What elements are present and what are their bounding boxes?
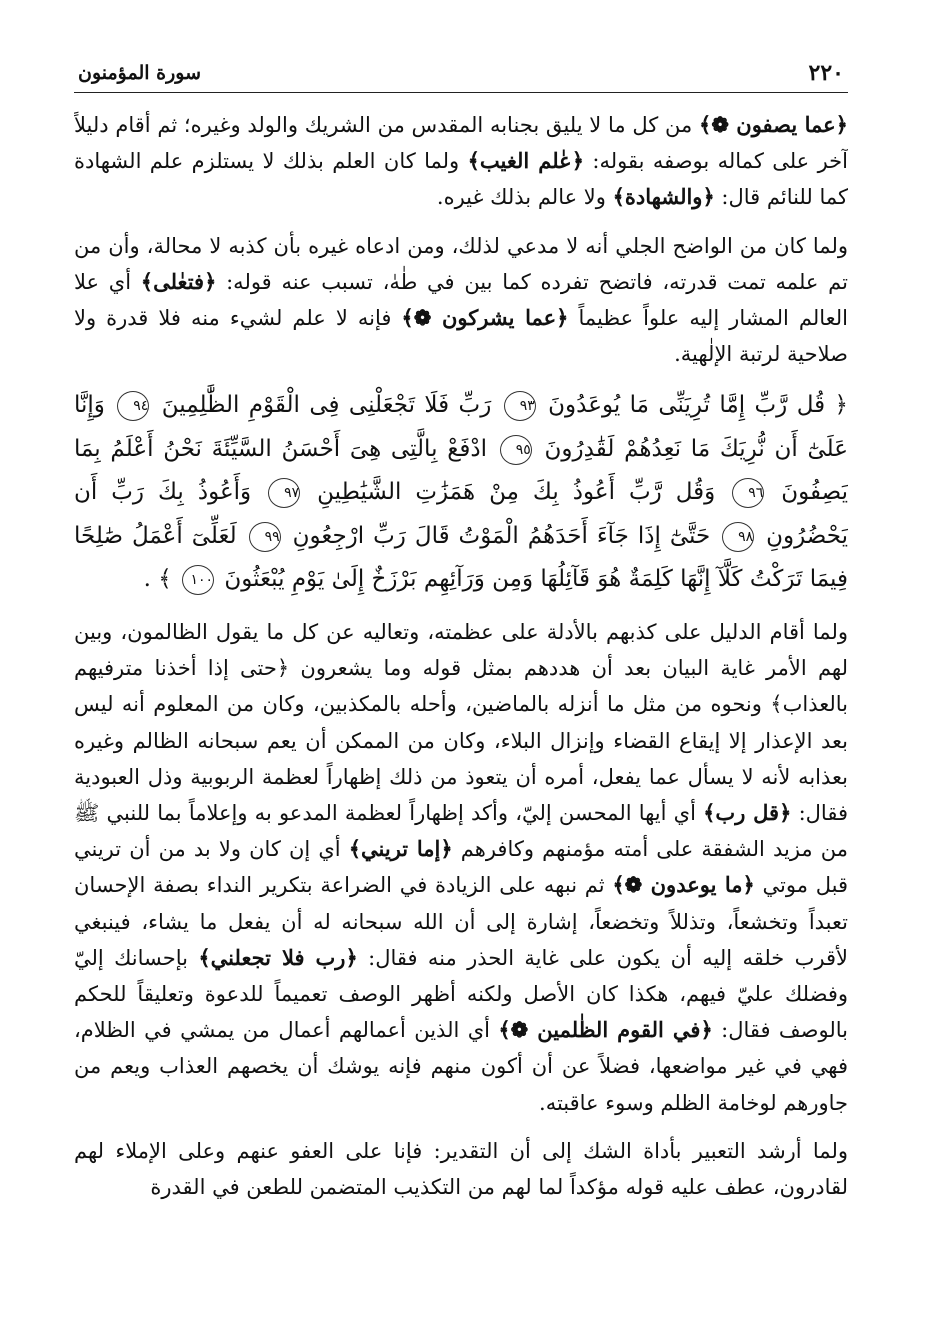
verse-text: وَأَعُوذُ بِكَ رَبِّ أَن يَحْضُرُونِ — [74, 479, 848, 549]
quran-verses-block — [74, 384, 848, 602]
verses-closing-bracket: ﴾ . — [143, 566, 172, 593]
verse-text: وَإِنَّا عَلَىٰٓ أَن نُّرِيَكَ مَا نَعِدُهُمْ لَقَٰدِرُونَ — [74, 392, 848, 462]
verse-number-marker: ٩٨ — [722, 522, 754, 552]
text-run: أي أيها المحسن إليّ، وأكد إظهاراً لعظمة المدعو به وإعلاماً بما للنبي ﷺ من مزيد الشفقة على أمته مؤمنهم وكافرهم — [74, 800, 848, 862]
quoted-term: ﴿رب فلا تجعلني﴾ — [198, 944, 358, 970]
book-page — [74, 52, 848, 1322]
text-run: بإحسانك إليّ وفضلك عليّ فيهم، هكذا كان الأصل ولكنه أظهر الوصف تعميماً للدعوة وتعليقاً للحكم بالوصف فقال: — [74, 945, 848, 1043]
quoted-term: ﴿فتعٰلى﴾ — [140, 268, 217, 294]
verse-text: ادْفَعْ بِالَّتِى هِىَ أَحْسَنُ السَّيِّئَةَ نَحْنُ أَعْلَمُ بِمَا يَصِفُونَ — [74, 435, 848, 506]
paragraph-1 — [74, 107, 848, 216]
verse-text: لَعَلِّىٓ أَعْمَلُ صَٰلِحًا فِيمَا تَرَكْتُ كَلَّآ إِنَّهَا كَلِمَةٌ هُوَ قَآئِلُهَا وَمِن وَرَآئِهِم بَرْزَخٌ إِلَىٰ يَوْمِ يُبْعَثُونَ — [74, 522, 848, 593]
surah-name: سورة المؤمنون — [78, 62, 202, 84]
verse-text: وَقُل رَّبِّ أَعُوذُ بِكَ مِنْ هَمَزَٰتِ الشَّيَٰطِينِ — [303, 479, 716, 506]
text-run: ثم نبهه على الزيادة في الضراعة بتكرير النداء بصفة الإحسان تعبداً وتخشعاً، وتذللاً وتخضعاً، إشارة إلى أن الله سبحانه له أن يفعل ما يشاء، فينبغي لأقرب خلقه إليه أن يكون على غاية الحذر منه فقال: — [74, 873, 848, 970]
quoted-term: ﴿إما تريني﴾ — [348, 836, 453, 862]
quoted-term: ﴿قل رب﴾ — [703, 799, 792, 825]
quoted-term: ﴿والشهادة﴾ — [612, 184, 715, 210]
paragraph-4 — [74, 1133, 848, 1205]
text-run: ولما كان من الواضح الجلي أنه لا مدعي لذلك، ومن ادعاه غيره بأن كذبه لا محالة، وأن من تم علمه تمت قدرته، فاتضح تفرده كما بين في طٰهٰ، تسبب عنه قوله: — [74, 233, 848, 294]
text-run: ولما كان العلم بذلك لا يستلزم علم الشهادة كما للنائم قال: — [74, 149, 848, 210]
quoted-term: ﴿في القوم الظٰلمين ❁﴾ — [498, 1017, 713, 1043]
verse-number-marker: ٩٦ — [732, 478, 764, 508]
verse-number-marker: ١٠٠ — [182, 565, 214, 595]
page-header — [74, 52, 848, 93]
text-run: أي علا العالم المشار إليه علواً عظيماً — [74, 269, 848, 331]
quoted-term: ﴿عٰلم الغيب﴾ — [467, 148, 584, 174]
quoted-term: ﴿عما يشركون ❁﴾ — [401, 305, 569, 331]
page-number: ٢٢٠ — [808, 60, 844, 86]
paragraph-3 — [74, 614, 848, 1121]
text-run: أي إن كان ولا بد من أن تريني قبل موتي — [74, 837, 848, 898]
verse-number-marker: ٩٥ — [500, 435, 532, 465]
paragraph-2 — [74, 228, 848, 373]
text-run: أي الذين أعمالهم أعمال من يمشي في الظلام، فهي في غير مواضعها، فضلاً عن أن أكون منهم فإنه يوشك أن يخصهم العذاب ويعم من جاورهم لوخامة الظلم وسوء عاقبته. — [74, 1018, 848, 1115]
verse-number-marker: ٩٧ — [268, 478, 300, 508]
verse-text: ﴿ قُل رَّبِّ إِمَّا تُرِيَنِّى مَا يُوعَدُونَ — [538, 392, 848, 419]
verse-number-marker: ٩٤ — [117, 391, 149, 421]
quoted-term: ﴿عما يصفون ❁﴾ — [699, 112, 848, 137]
text-run: ولا عالم بذلك غيره. — [436, 185, 613, 210]
text-run: ولما أقام الدليل على كذبهم بالأدلة على عظمته، وتعاليه عن كل ما يقول الظالمون، وبين لهم الأمر غاية البيان بعد أن هددهم بمثل قوله وما يشعرون — [74, 619, 848, 681]
text-run: ولما أرشد التعبير بأداة الشك إلى أن التقدير: فإنا على العفو عنهم وعلى الإملاء لهم لقادرون، عطف عليه قوله مؤكداً لما لهم من التكذيب المتضمن للطعن في القدرة — [74, 1138, 848, 1199]
verse-number-marker: ٩٣ — [504, 391, 536, 421]
quoted-term: ﴿ما يوعدون ❁﴾ — [612, 872, 755, 898]
text-run: من كل ما لا يليق بجنابه المقدس من الشريك والولد وغيره؛ ثم أقام دليلاً آخر على كماله بوصفه بقوله: — [74, 113, 848, 174]
verse-text: رَبِّ فَلَا تَجْعَلْنِى فِى الْقَوْمِ الظَّٰلِمِينَ — [152, 392, 492, 419]
verse-text: حَتَّىٰٓ إِذَا جَآءَ أَحَدَهُمُ الْمَوْتُ قَالَ رَبِّ ارْجِعُونِ — [283, 522, 711, 549]
verse-number-marker: ٩٩ — [249, 522, 281, 552]
page-content — [74, 107, 848, 1205]
text-run: ونحوه من مثل ما أنزله بالماضين، وأحله بالمكذبين، وكان من المعلوم أنه ليس بعد الإعذار إلا إيقاع القضاء وإنزال البلاء، وكان من الممكن أن يعم سبحانه الظالم وغيره بعذابه لأنه لا يسأل عما يفعل، أمره أن يتعوذ من ذلك إظهاراً لعظمة الربوبية وذل العبودية فقال: — [74, 692, 848, 825]
text-run: ﴿حتى إذا أخذنا مترفيهم بالعذاب﴾ — [74, 656, 848, 717]
text-run: فإنه لا علم لشيء منه فلا قدرة ولا صلاحية لرتبة الإلٰهية. — [74, 306, 848, 367]
